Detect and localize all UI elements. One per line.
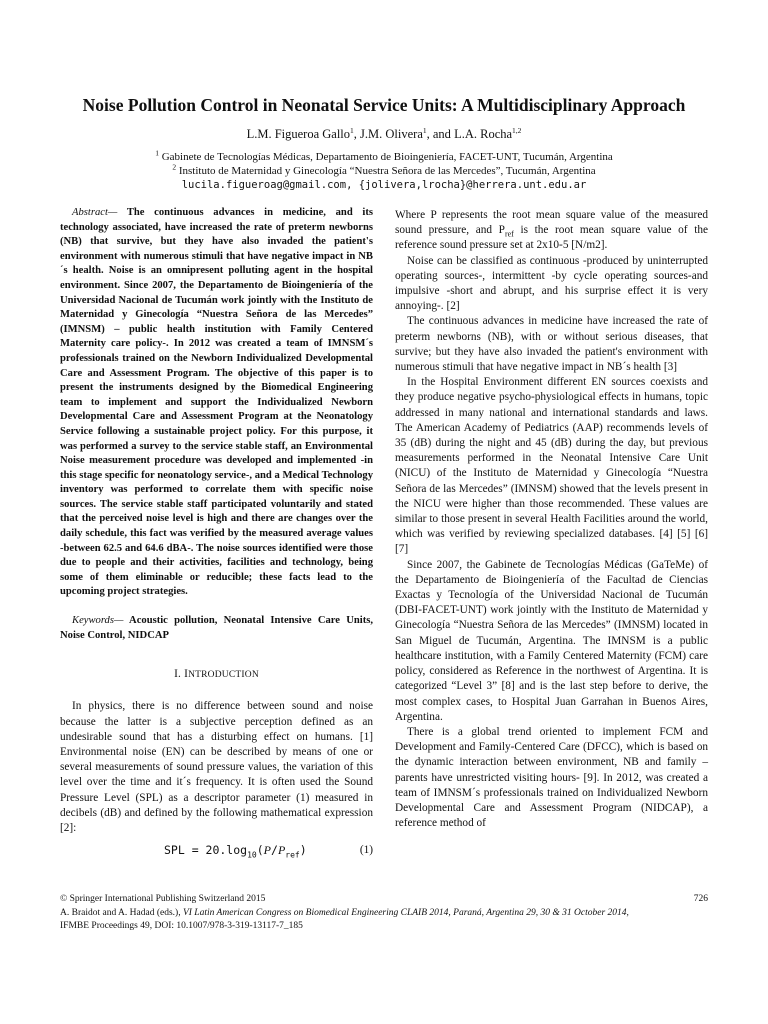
equation-paren-open: ( [256, 843, 264, 858]
author-affiliation-mark: 1 [422, 125, 427, 135]
equation-ref-sub: ref [285, 850, 300, 860]
abstract-label: Abstract— [72, 207, 118, 218]
section-title-rest: NTRODUCTION [188, 670, 259, 681]
left-column [60, 206, 373, 862]
page-number: 726 [693, 894, 708, 904]
equation-number: (1) [359, 844, 373, 857]
affiliation-2 [30, 164, 738, 178]
paragraph-global-trend: There is a global trend oriented to implement FCM and Development and Family-Centered Care (DFCC), which is based on the dynamic interaction between environment, NB and family –parents have unrestricted visiting hours- [9]. In 2012, was created a team of IMNSM´s professionals trained on Individualized Newborn Developmental Care and Assessment Program (NIDCAP), a reference method of [395, 725, 708, 830]
author-list [30, 126, 738, 142]
abstract [60, 206, 373, 600]
affiliation-mark: 2 [172, 162, 177, 172]
paper-title: Noise Pollution Control in Neonatal Service Units: A Multidisciplinary Approach [82, 95, 686, 115]
equation-paren-close: ) [299, 843, 307, 858]
author-name: L.A. Rocha [454, 127, 513, 141]
intro-paragraph: In physics, there is no difference between sound and noise because the latter is a subjective perception defined as an undesirable sound that has a disturbing effect on humans. [1] Environmental noise (EN) can be described by means of one or several measurements of sound pressure values, the variation of this level over the time and it´s frequency. It is often used the Sound Pressure Level (SPL) as a descriptor parameter (1) measured in decibels (dB) and defined by the following mathematical expression [2]: [60, 700, 373, 835]
right-column [395, 208, 708, 831]
paragraph-since-2007: Since 2007, the Gabinete de Tecnologías Médicas (GaTeMe) of the Departamento de Bioingeniería of the Facultad de Ciencias Exactas y Tecnología of the Universidad Nacional de Tucumán (DBI-FACET-UNT) work jointly with the Instituto de Maternidad y Ginecología “Nuestra Señora de las Mercedes” (IMNSM) located in San Miguel de Tucumán, Argentina. The IMNSM is a public healthcare institution, with a Family Centered Maternity (FCM) care policy, considered as Reference in the northwest of Argentina. It is categorized “Level 3” [8] and is the last step before to derive, the most complex cases, to Hospital Juan Garrahan in Buenos Aires, Argentina. [395, 558, 708, 723]
section-first-letter: I [184, 668, 189, 681]
affiliation-1 [30, 150, 738, 164]
paragraph-preterm: The continuous advances in medicine have increased the rate of preterm newborns (NB), with or without serious diseases, that survive; but they have also invaded the patient's environment with numerous stimuli that have negative impact in NB´s health [3] [395, 315, 708, 374]
keywords [60, 614, 373, 643]
citation-line [60, 907, 708, 921]
page-footer [60, 893, 708, 934]
copyright-line: © Springer International Publishing Switzerland 2015 [60, 894, 266, 904]
equation-log-base: 10 [247, 850, 257, 860]
paragraph-text: is the root mean square value of the reference sound pressure set at 2x10-5 [N/m2]. [395, 224, 708, 252]
keywords-text: Acoustic pollution, Neonatal Intensive Care Units, Noise Control, NIDCAP [60, 615, 373, 641]
author-name: J.M. Olivera [360, 127, 423, 141]
equation-body [164, 843, 307, 858]
keywords-label: Keywords— [72, 615, 124, 627]
section-number: I. [174, 668, 185, 681]
proceedings-line: IFMBE Proceedings 49, DOI: 10.1007/978-3-319-13117-7_185 [60, 921, 303, 931]
affiliation-text: Instituto de Maternidad y Ginecología “Nuestra Señora de las Mercedes”, Tucumán, Argentina [178, 165, 596, 177]
citation-venue: VI Latin American Congress on Biomedical Engineering CLAIB 2014, Paraná, Argentina 29, 30 & 31 October 2014, [182, 907, 629, 918]
equation-var-pref: P [277, 843, 286, 858]
pref-subscript: ref [504, 229, 514, 239]
paragraph-noise-classification: Noise can be classified as continuous -produced by uninterrupted operating sources-, intermittent -by cycle operating sources-and impulsive -short and abrupt, and his surprise effect it is very annoying-. [2] [395, 254, 708, 313]
affiliation-mark: 1 [155, 148, 159, 158]
paragraph-hospital-environment: In the Hospital Environment different EN sources coexists and they produce negative psycho-physiological effects in humans, topic addressed in many national and international standards and laws. The American Academy of Pediatrics (AAP) recommends levels of 35 (dB) during the night and 45 (dB) during the day, but previous measurements performed in the Neonatal Intensive Care Unit (NICU) of the Instituto de Maternidad y Ginecología “Nuestra Señora de las Mercedes” (IMNSM) showed that the levels present in the NICU were higher than those recommended. These values are similar to those present in several Health Facilities around the world, which was verified by reviewing specialized databases. [4] [5] [6] [7] [395, 376, 708, 556]
equation-lhs: SPL = 20.log [164, 843, 248, 858]
citation-editors: A. Braidot and A. Hadad (eds.), [60, 907, 183, 918]
abstract-text: The continuous advances in medicine, and its technology associated, have increased the rate of preterm newborns (NB) that survive, but they have also invaded the patient's environment with numerous stimuli that have negative impact in NB´s health. Noise is an omnipresent polluting agent in the hospital environment. Since 2007, the Departamento de Bioingeniería of the Universidad Nacional de Tucumán work jointly with the Instituto de Maternidad y Ginecología “Nuestra Señora de las Mercedes” (IMNSM) – public health institution with Family Centered Maternity care policy-. In 2012 was created a team of IMNSM´s professionals trained on the Newborn Individualized Developmental Care and Assessment Program. The objective of this paper is to present the instruments designed by the Biomedical Engineering team to implement and support the Individualized Newborn Developmental Care and Assessment Program at the Neonatology Service following a sustainable project policy. For this purpose, it was performed a survey to the service stable staff, an Environmental Noise measurement procedure was developed and implemented -in this stage specific for neonatology service-, and a Medical Technology inventory was performed to correlate them with specific noise sources. The service stable staff participated voluntarily and stated that the perceived noise level is high and there are changes over the daily schedule, this fact was verified by the measured average values -between 62.5 and 64.6 dBA-. The noise sources identified were those due to people and their activities, facilities and technology, being some of them eliminable or reducible; these facts lead to the upcoming project strategies. [60, 207, 373, 598]
author-name: L.M. Figueroa Gallo [246, 127, 351, 141]
paragraph-text: Where P represents the root mean square value of the measured sound pressure, and P [395, 209, 708, 237]
author-affiliation-mark: 1,2 [512, 125, 522, 135]
paragraph-pref-definition [395, 208, 708, 254]
author-emails: lucila.figueroag@gmail.com, {jolivera,lrocha}@herrera.unt.edu.ar [181, 179, 587, 191]
author-affiliation-mark: 1 [350, 125, 354, 135]
author-separator: , [353, 127, 361, 141]
equation-slash: / [271, 843, 278, 858]
author-separator: , and [426, 127, 455, 141]
equation-spl [60, 840, 373, 862]
section-heading-introduction [60, 667, 373, 683]
equation-var-p: P [263, 843, 272, 858]
affiliation-text: Gabinete de Tecnologías Médicas, Departamento de Bioingeniería, FACET-UNT, Tucumán, Argentina [161, 151, 613, 163]
